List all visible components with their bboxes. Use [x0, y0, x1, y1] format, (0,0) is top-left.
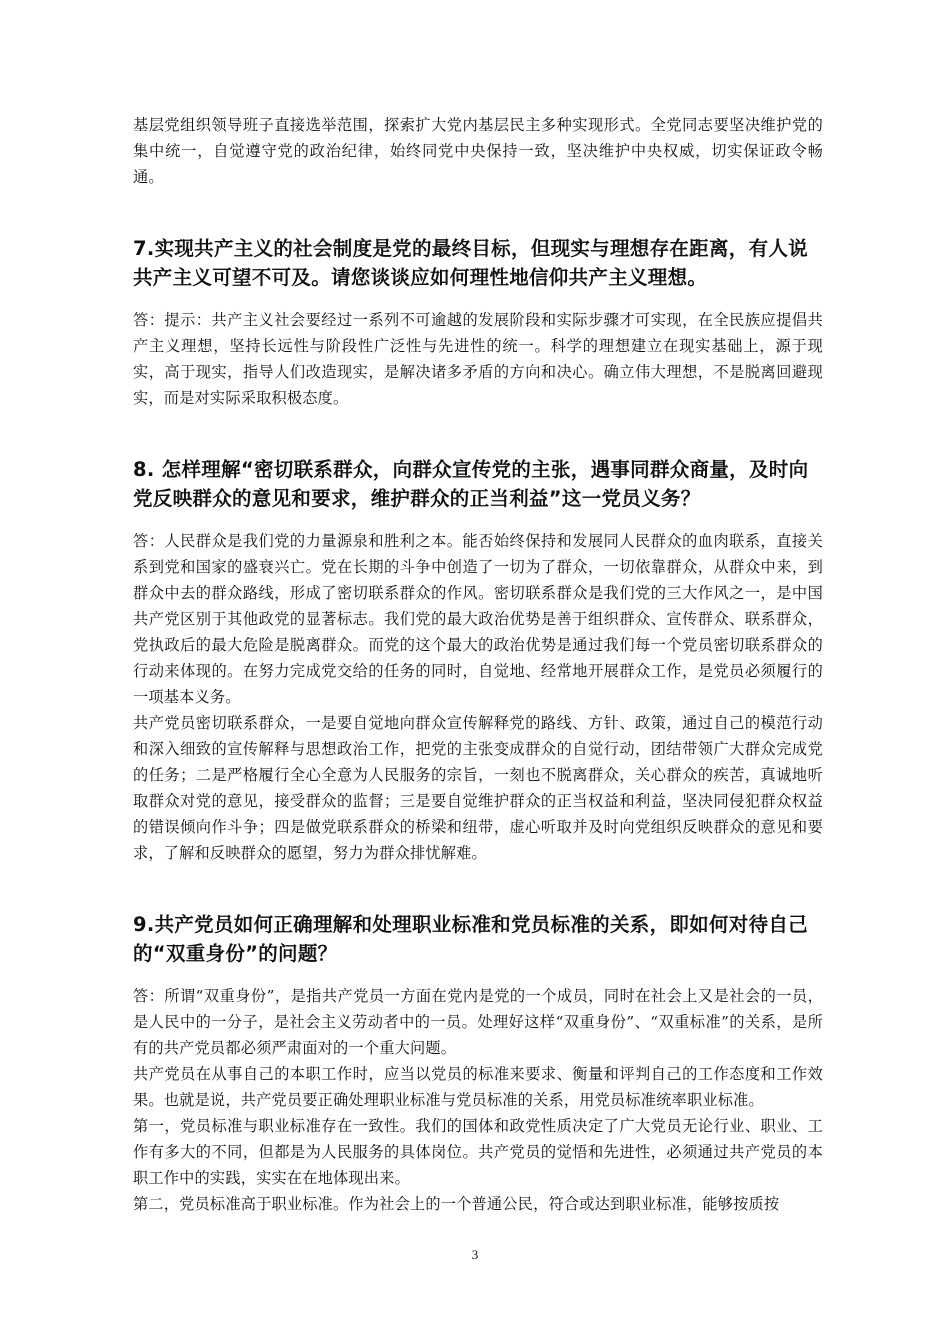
answer-8-paragraph-1: 答：人民群众是我们党的力量源泉和胜利之本。能否始终保持和发展同人民群众的血肉联系，直接关系到党和国家的盛衰兴亡。党在长期的斗争中创造了一切为了群众，一切依靠群众，从群众中来，到群众中去的群众路线，形成了密切联系群众的作风。密切联系群众是我们党的三大作风之一，是中国共产党区别于其他政党的显著标志。我们党的最大政治优势是善于组织群众、宣传群众、联系群众，党执政后的最大危险是脱离群众。而党的这个最大的政治优势是通过我们每一个党员密切联系群众的行动来体现的。在努力完成党交给的任务的同时，自觉地、经常地开展群众工作，是党员必须履行的一项基本义务。 — [133, 532, 823, 706]
continuation-paragraph: 基层党组织领导班子直接选举范围，探索扩大党内基层民主多种实现形式。全党同志要坚决维护党的集中统一，自觉遵守党的政治纪律，始终同党中央保持一致，坚决维护中央权威，切实保证政令畅通。 — [133, 116, 823, 186]
page-number: 3 — [471, 1247, 479, 1262]
answer-9-paragraph-3: 第一，党员标准与职业标准存在一致性。我们的国体和政党性质决定了广大党员无论行业、职业、工作有多大的不同，但都是为人民服务的具体岗位。共产党员的觉悟和先进性，必须通过共产党员的本职工作中的实践，实实在在地体现出来。 — [133, 1117, 823, 1187]
page-content — [133, 112, 823, 1217]
answer-9-paragraph-2: 共产党员在从事自己的本职工作时，应当以党员的标准来要求、衡量和评判自己的工作态度和工作效果。也就是说，共产党员要正确处理职业标准与党员标准的关系，用党员标准统率职业标准。 — [133, 1065, 823, 1109]
answer-8-paragraph-2: 共产党员密切联系群众，一是要自觉地向群众宣传解释党的路线、方针、政策，通过自己的模范行动和深入细致的宣传解释与思想政治工作，把党的主张变成群众的自觉行动，团结带领广大群众完成党的任务；二是严格履行全心全意为人民服务的宗旨，一刻也不脱离群众，关心群众的疾苦，真诚地听取群众对党的意见，接受群众的监督；三是要自觉维护群众的正当权益和利益，坚决同侵犯群众权益的错误倾向作斗争；四是做党联系群众的桥梁和纽带，虚心听取并及时向党组织反映群众的意见和要求，了解和反映群众的愿望，努力为群众排忧解难。 — [133, 714, 823, 862]
question-8-heading: 8. 怎样理解“密切联系群众，向群众宣传党的主张，遇事同群众商量，及时向党反映群众的意见和要求，维护群众的正当利益”这一党员义务？ — [133, 458, 809, 510]
answer-7-paragraph: 答：提示：共产主义社会要经过一系列不可逾越的发展阶段和实际步骤才可实现，在全民族应提倡共产主义理想，坚持长远性与阶段性广泛性与先进性的统一。科学的理想建立在现实基础上，源于现实，高于现实，指导人们改造现实，是解决诸多矛盾的方向和决心。确立伟大理想，不是脱离回避现实，而是对实际采取积极态度。 — [133, 311, 823, 407]
question-7-heading: 7.实现共产主义的社会制度是党的最终目标，但现实与理想存在距离，有人说共产主义可望不可及。请您谈谈应如何理性地信仰共产主义理想。 — [133, 237, 808, 289]
answer-9-paragraph-1: 答：所谓“双重身份”，是指共产党员一方面在党内是党的一个成员，同时在社会上又是社会的一员，是人民中的一分子，是社会主义劳动者中的一员。处理好这样“双重身份”、“双重标准”的关系，是所有的共产党员都必须严肃面对的一个重大问题。 — [133, 987, 823, 1057]
answer-9-paragraph-4: 第二，党员标准高于职业标准。作为社会上的一个普通公民，符合或达到职业标准，能够按质按 — [133, 1195, 780, 1213]
question-9-heading: 9.共产党员如何正确理解和处理职业标准和党员标准的关系，即如何对待自己的“双重身份”的问题？ — [133, 913, 808, 965]
